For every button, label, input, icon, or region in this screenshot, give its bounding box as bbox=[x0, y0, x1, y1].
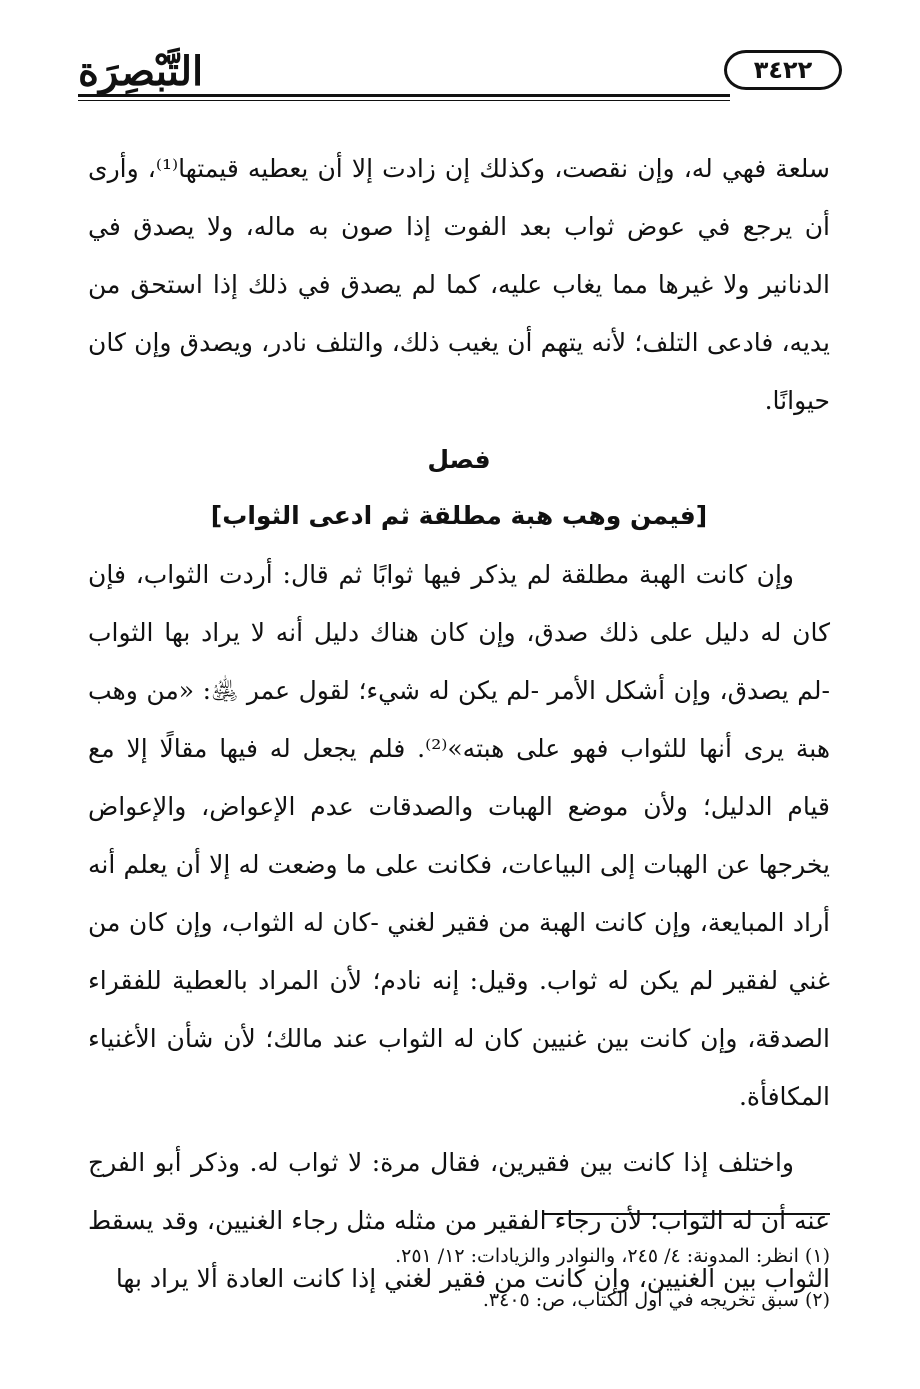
paragraph-2: وإن كانت الهبة مطلقة لم يذكر فيها ثوابًا ثم قال: أردت الثواب، فإن كان له دليل على ذلك صدق، وإن كان هناك دليل أنه لا يراد بها الثواب -لم يصدق، وإن أشكل الأمر -لم يكن له شيء؛ لقول عمر ﵁: «من وهب هبة يرى أنها للثواب فهو على هبته»⁽²⁾. فلم يجعل له فيها مقالًا إلا مع قيام الدليل؛ ولأن موضع الهبات والصدقات عدم الإعواض، والإعواض يخرجها عن الهبات إلى البياعات، فكانت على ما وضعت له إلا أن يعلم أنه أراد المبايعة، وإن كانت الهبة من فقير لغني -كان له الثواب، وإن كان من غني لفقير لم يكن له ثواب. وقيل: إنه نادم؛ لأن المراد بالعطية للفقراء الصدقة، وإن كانت بين غنيين كان له الثواب عند مالك؛ لأن شأن الأغنياء المكافأة. bbox=[88, 560, 830, 1111]
footnote-rule bbox=[544, 1213, 830, 1215]
section-heading: فصل bbox=[427, 445, 491, 474]
section-subheading: [فيمن وهب هبة مطلقة ثم ادعى الثواب] bbox=[210, 501, 708, 530]
book-title: التَّبْصِرَة bbox=[78, 48, 204, 95]
footnote-2: (٢) سبق تخريجه في أول الكتاب، ص: ٣٤٠٥. bbox=[482, 1289, 830, 1311]
footnotes bbox=[90, 1234, 830, 1322]
header-rule-thin bbox=[78, 100, 730, 101]
paragraph-gap bbox=[88, 1126, 830, 1134]
page-number: ٣٤٢٢ bbox=[753, 56, 813, 84]
header-rule bbox=[78, 94, 730, 97]
paragraph-1: سلعة فهي له، وإن نقصت، وكذلك إن زادت إلا أن يعطيه قيمتها⁽¹⁾، وأرى أن يرجع في عوض ثواب بعد الفوت إذا صون به ماله، ولا يصدق في الدنانير ولا غيرها مما يغاب عليه، كما لم يصدق في ذلك إذا استحق من يديه، فادعى التلف؛ لأنه يتهم أن يغيب ذلك، والتلف نادر، ويصدق وإن كان حيوانًا. bbox=[88, 154, 830, 415]
footnote-1: (١) انظر: المدونة: ٤/ ٢٤٥، والنوادر والزيادات: ١٢/ ٢٥١. bbox=[395, 1245, 830, 1267]
page-number-frame bbox=[724, 50, 842, 90]
paragraph-3: واختلف إذا كانت بين فقيرين، فقال مرة: لا ثواب له. وذكر أبو الفرج عنه أن له الثواب؛ لأن رجاء الفقير من مثله مثل رجاء الغنيين، وقد يسقط الثواب بين الغنيين، وإن كانت من فقير لغني إذا كانت العادة ألا يراد بها bbox=[88, 1148, 830, 1293]
body-text bbox=[88, 140, 830, 1308]
page-header bbox=[78, 42, 842, 112]
